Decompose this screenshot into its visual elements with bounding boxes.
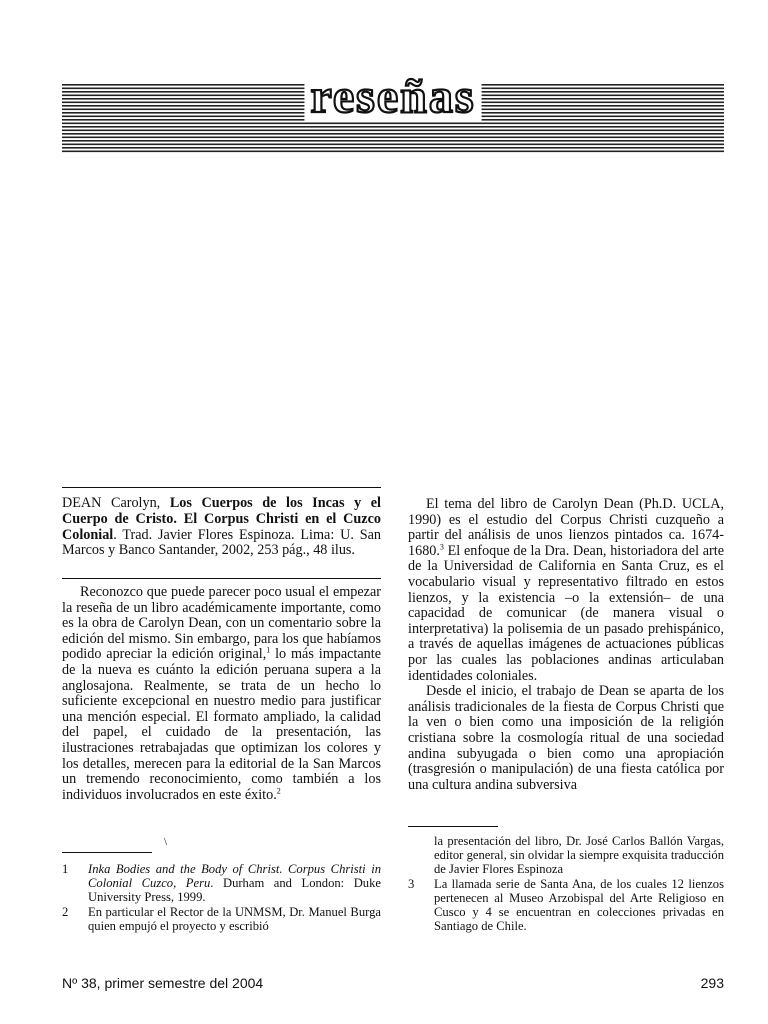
- note-ref-3: 3: [439, 542, 444, 552]
- book-title: Los Cuerpos de los Incas y el Cuerpo de Cristo. El Corpus Christi en el Cuzco Colonial: [62, 495, 381, 543]
- section-header-banner: [62, 68, 724, 154]
- footnote-number: 1: [62, 862, 69, 876]
- banner-stripe: [62, 133, 724, 135]
- footnote-1: [62, 862, 381, 905]
- page-number: 293: [700, 975, 724, 991]
- banner-stripe: [62, 151, 724, 153]
- footnote-3: [408, 877, 724, 934]
- left-paragraph-1-part-b: lo más impactante de la nueva es cuánto la edición peruana supera a la anglosajona. Realmente, se trata de un hecho lo suficiente excepcional en nuestro medio para justificar una mención especial. El formato ampliado, la calidad del papel, el cuidado de la presentación, las ilustraciones retrabajadas que optimizan los colores y los detalles, merecen para la editorial de la San Marcos un tremendo reconocimiento, como también a los individuos involucrados en este éxito.: [62, 646, 381, 803]
- footnote-italic-title: Inka Bodies and the Body of Christ. Corpus Christi in Colonial Cuzco, Peru: [88, 862, 381, 891]
- reference-bottom-rule: [62, 578, 381, 579]
- footnote-text: La llamada serie de Santa Ana, de los cuales 12 lienzos pertenecen al Museo Arzobispal del Arte Religioso en Cusco y 4 se encuentran en colecciones privadas en Santiago de Chile.: [434, 876, 724, 934]
- footnote-number: 3: [408, 876, 415, 891]
- issue-info: Nº 38, primer semestre del 2004: [62, 975, 264, 991]
- book-author: DEAN Carolyn,: [62, 495, 170, 511]
- left-column-text: [62, 585, 381, 803]
- footnote-separator-right: [408, 826, 498, 827]
- right-paragraph-2: Desde el inicio, el trabajo de Dean se aparta de los análisis tradicionales de la fiesta de Corpus Christi que la ven o bien como una imposición de la religión cristiana sobre la cosmología ritual de una sociedad andina subyugada o bien como una apropiación (trasgresión o manipulación) de una fiesta católica por una cultura andina subversiva: [408, 683, 724, 793]
- banner-stripe: [62, 130, 724, 132]
- right-paragraph-1: [408, 497, 724, 684]
- stray-mark: \: [164, 836, 168, 848]
- footnote-text: En particular el Rector de la UNMSM, Dr. Manuel Burga quien empujó el proyecto y escribió: [88, 904, 381, 933]
- reference-top-rule: [62, 487, 381, 488]
- note-ref-1: 1: [266, 645, 271, 655]
- banner-stripe: [62, 147, 724, 149]
- banner-stripe: [62, 140, 724, 142]
- footnote-number: 2: [62, 904, 69, 919]
- footnotes-right: [408, 834, 724, 933]
- book-reference: [62, 496, 381, 559]
- footnote-separator-left: [62, 852, 152, 853]
- book-publication: . Trad. Javier Flores Espinoza. Lima: U. San Marcos y Banco Santander, 2002, 253 pág., 48 ilus.: [62, 526, 381, 559]
- footnote-2-continuation: la presentación del libro, Dr. José Carlos Ballón Vargas, editor general, sin olvidar la siempre exquisita traducción de Javier Flores Espinoza: [434, 834, 724, 877]
- note-ref-2: 2: [276, 785, 281, 795]
- right-paragraph-1-part-b: El enfoque de la Dra. Dean, historiadora del arte de la Universidad de California en Santa Cruz, es el vocabulario visual y representativo filtrado en estos lienzos, y la existencia –o la extensión– de una capacidad de comunicar (de manera visual o interpretativa) la polisemia de un pasado prehispánico, a través de aquellas imágenes de actuaciones públicas por las cuales las poblaciones andinas articulaban identidades coloniales.: [408, 542, 724, 684]
- banner-stripe: [62, 144, 724, 146]
- footnote-citation: . Durham and London: Duke University Press, 1999.: [88, 876, 381, 905]
- right-column-text: [408, 497, 724, 793]
- left-paragraph-1-part-a: Reconozco que puede parecer poco usual el empezar la reseña de un libro académicamente importante, como es la obra de Carolyn Dean, con un comentario sobre la edición del mismo. Sin embargo, para los que habíamos podido apreciar la edición original,: [62, 584, 381, 663]
- footnote-2: [62, 905, 381, 933]
- banner-stripe: [62, 137, 724, 139]
- section-title: reseñas: [310, 70, 476, 123]
- left-paragraph-1: [62, 585, 381, 803]
- footnote-text: [88, 862, 381, 905]
- right-paragraph-1-part-a: El tema del libro de Carolyn Dean (Ph.D. UCLA, 1990) es el estudio del Corpus Christi cuzqueño a partir del análisis de unos lienzos pintados ca. 1674-1680.: [408, 496, 724, 559]
- footnotes-left: [62, 862, 381, 933]
- banner-stripe: [62, 126, 724, 128]
- striped-banner: [62, 68, 724, 154]
